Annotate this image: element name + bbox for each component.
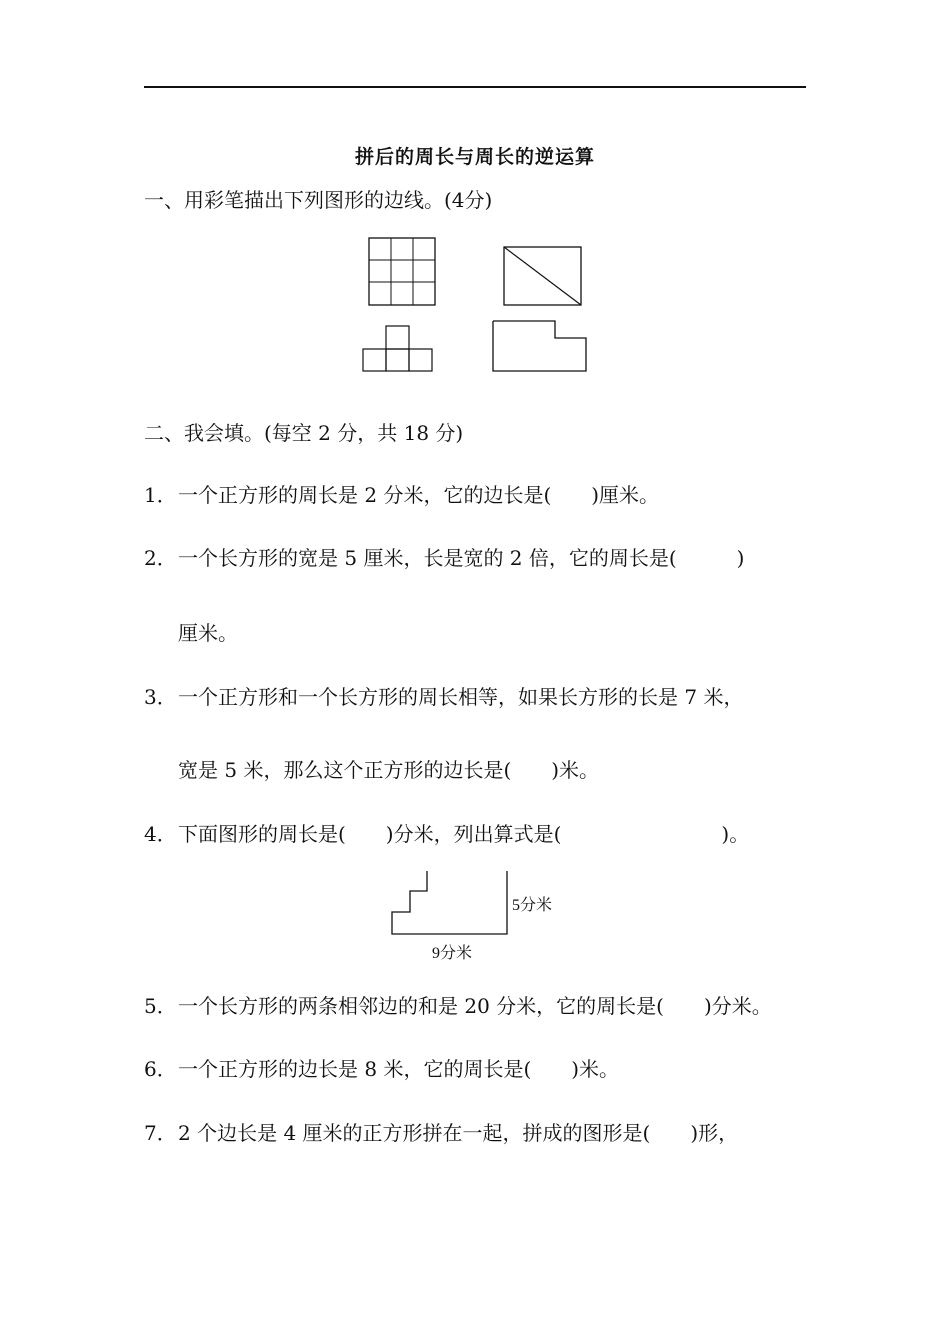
question-2 <box>144 545 744 571</box>
question-3-continuation: 宽是 5 米，那么这个正方形的边长是( )米。 <box>178 758 600 782</box>
question-number: 5． <box>144 994 177 1018</box>
question-4 <box>144 821 749 847</box>
notched-rectangle-figure <box>492 320 588 374</box>
width-label: 9分米 <box>432 945 473 962</box>
question-text: 一个长方形的宽是 5 厘米，长是宽的 2 倍，它的周长是( ) <box>178 546 745 570</box>
question-3 <box>144 684 743 710</box>
question-number: 6． <box>144 1057 177 1081</box>
section1-heading: 一、用彩笔描出下列图形的边线。(4分) <box>144 188 493 212</box>
question-number: 3． <box>144 685 177 709</box>
question-5 <box>144 993 772 1019</box>
question-text: 一个正方形和一个长方形的周长相等，如果长方形的长是 7 米， <box>178 685 744 709</box>
height-label: 5分米 <box>512 897 553 914</box>
question-number: 4． <box>144 822 177 846</box>
question-number: 7． <box>144 1121 177 1145</box>
question-number: 2． <box>144 546 177 570</box>
question-6 <box>144 1056 619 1082</box>
question-2-continuation: 厘米。 <box>178 621 238 645</box>
page-title: 拼后的周长与周长的逆运算 <box>354 146 595 168</box>
section2-heading: 二、我会填。(每空 2 分，共 18 分) <box>144 421 464 445</box>
t-shape-figure <box>362 325 434 373</box>
question-7 <box>144 1120 738 1146</box>
question-number: 1． <box>144 483 177 507</box>
rectangle-diagonal-figure <box>503 246 583 308</box>
question-text: 一个长方形的两条相邻边的和是 20 分米，它的周长是( )分米。 <box>178 994 772 1018</box>
question-text: 一个正方形的边长是 8 米，它的周长是( )米。 <box>178 1057 620 1081</box>
question-text: 下面图形的周长是( )分米，列出算式是( )。 <box>178 822 750 846</box>
header-rule <box>144 86 806 88</box>
staircase-figure <box>390 870 510 936</box>
grid-figure <box>368 237 436 307</box>
question-1 <box>144 482 659 508</box>
question-text: 2 个边长是 4 厘米的正方形拼在一起，拼成的图形是( )形， <box>178 1121 739 1145</box>
question-text: 一个正方形的周长是 2 分米，它的边长是( )厘米。 <box>178 483 660 507</box>
